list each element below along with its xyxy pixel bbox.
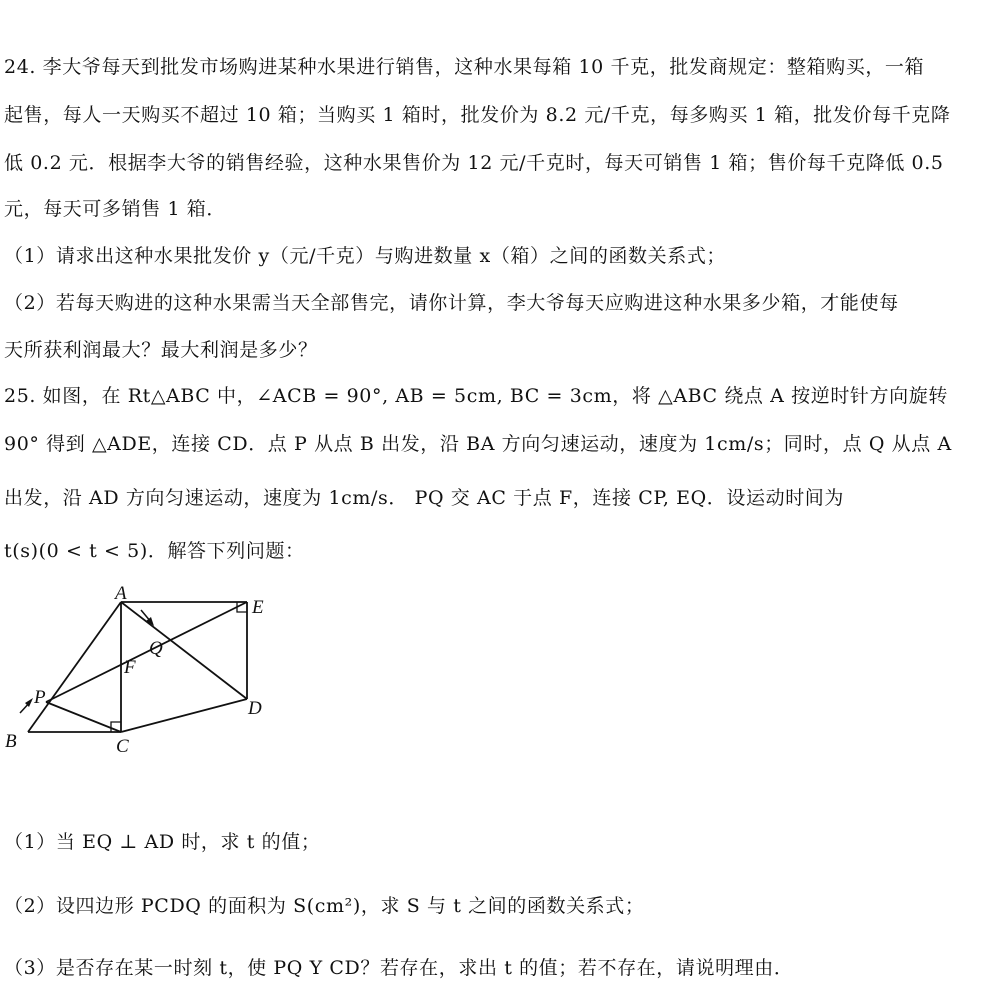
p25-line-2: 90° 得到 △ADE，连接 CD．点 P 从点 B 出发，沿 BA 方向匀速运动，速度为 1cm/s；同时，点 Q 从点 A — [4, 433, 952, 455]
p25-line-4: t(s)(0 < t < 5)．解答下列问题： — [4, 540, 305, 562]
label-p: P — [34, 687, 46, 708]
p25-question-1: （1）当 EQ ⊥ AD 时，求 t 的值； — [4, 831, 321, 853]
p24-line-1: 24. 李大爷每天到批发市场购进某种水果进行销售，这种水果每箱 10 千克，批发商规定：整箱购买，一箱 — [4, 56, 925, 78]
label-b: B — [5, 731, 17, 752]
label-c: C — [116, 736, 129, 757]
geometry-figure — [0, 585, 300, 765]
p25-line-1: 25. 如图，在 Rt△ABC 中，∠ACB = 90°, AB = 5cm, BC = 3cm，将 △ABC 绕点 A 按逆时针方向旋转 — [4, 385, 948, 407]
p24-question-2-line-1: （2）若每天购进的这种水果需当天全部售完，请你计算，李大爷每天应购进这种水果多少箱，才能使每 — [4, 292, 899, 314]
label-d: D — [248, 698, 262, 719]
segment-ad — [121, 602, 247, 699]
p25-question-2: （2）设四边形 PCDQ 的面积为 S(cm²)，求 S 与 t 之间的函数关系式； — [4, 895, 645, 917]
segment-cd — [121, 699, 247, 732]
p24-line-4: 元，每天可多销售 1 箱． — [4, 198, 226, 220]
p24-line-3: 低 0.2 元．根据李大爷的销售经验，这种水果售价为 12 元/千克时，每天可销售 1 箱；售价每千克降低 0.5 — [4, 152, 944, 174]
p24-question-1: （1）请求出这种水果批发价 y（元/千克）与购进数量 x（箱）之间的函数关系式； — [4, 245, 727, 267]
label-a: A — [115, 585, 127, 604]
p24-question-2-line-2: 天所获利润最大？最大利润是多少？ — [4, 339, 318, 361]
label-q: Q — [149, 638, 163, 659]
p24-line-2: 起售，每人一天购买不超过 10 箱；当购买 1 箱时，批发价为 8.2 元/千克，每多购买 1 箱，批发价每千克降 — [4, 104, 951, 126]
segment-pc — [46, 702, 121, 732]
p25-line-3: 出发，沿 AD 方向匀速运动，速度为 1cm/s． PQ 交 AC 于点 F，连接 CP, EQ．设运动时间为 — [4, 487, 845, 509]
label-f: F — [124, 657, 136, 678]
label-e: E — [252, 597, 264, 618]
p25-question-3: （3）是否存在某一时刻 t，使 PQ Y CD？若存在，求出 t 的值；若不存在，请说明理由． — [4, 957, 794, 979]
